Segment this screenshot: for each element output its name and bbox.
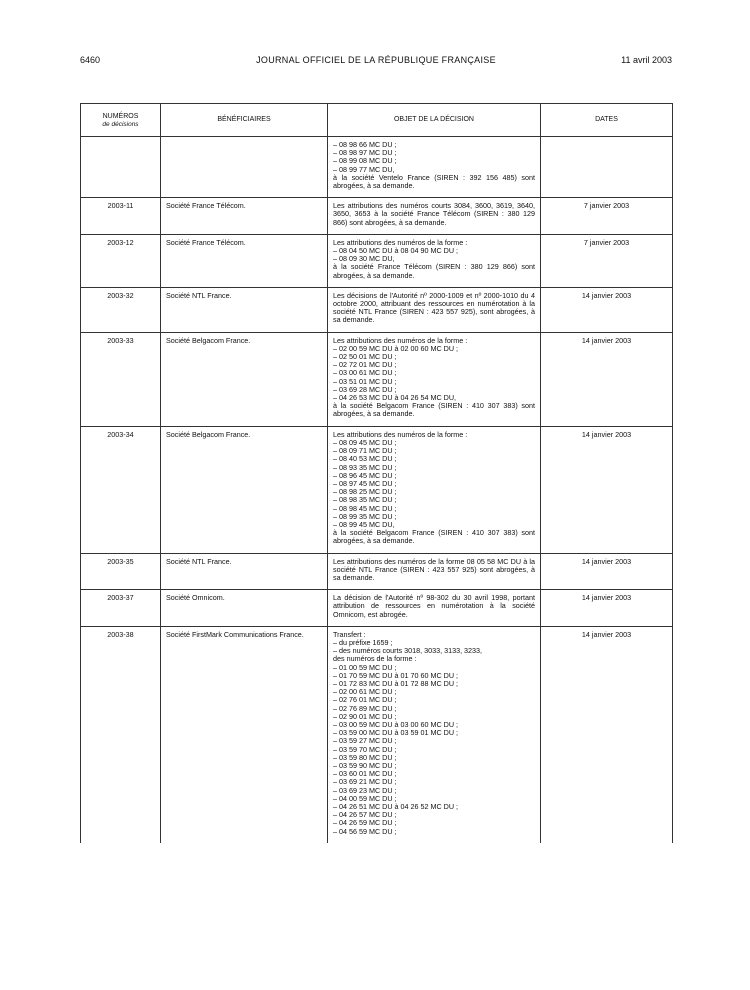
decision-object-line: – 08 93 35 MC DU ; bbox=[333, 462, 397, 472]
decision-object-line: – 08 99 35 MC DU ; bbox=[333, 511, 397, 521]
decision-number: 2003-11 bbox=[81, 198, 161, 235]
decision-object-line: – 04 26 51 MC DU à 04 26 52 MC DU ; bbox=[333, 802, 459, 812]
decision-object-line: Les attributions des numéros de la forme : bbox=[333, 429, 468, 439]
column-header-beneficiaires: BÉNÉFICIAIRES bbox=[161, 104, 328, 137]
beneficiary: Société NTL France. bbox=[161, 287, 328, 332]
beneficiary bbox=[161, 137, 328, 198]
beneficiary: Société NTL France. bbox=[161, 553, 328, 590]
decision-object-line: – 01 70 59 MC DU à 01 70 60 MC DU ; bbox=[333, 670, 459, 680]
decision-object-line: – 08 99 77 MC DU, bbox=[333, 164, 395, 174]
decision-object-line: – 02 50 01 MC DU ; bbox=[333, 352, 397, 362]
decision-object-line: – 03 59 27 MC DU ; bbox=[333, 736, 397, 746]
decision-object-line: – 08 98 25 MC DU ; bbox=[333, 487, 397, 497]
decision-number: 2003-35 bbox=[81, 553, 161, 590]
beneficiary: Société Omnicom. bbox=[161, 590, 328, 627]
decision-object-line: – 01 72 83 MC DU à 01 72 88 MC DU ; bbox=[333, 678, 459, 688]
decision-object-line: – 08 09 71 MC DU ; bbox=[333, 446, 397, 456]
decision-object-line: Transfert : bbox=[333, 629, 366, 639]
decision-object-line: – 08 98 97 MC DU ; bbox=[333, 148, 397, 158]
table-row bbox=[81, 137, 673, 198]
table-row bbox=[81, 553, 673, 590]
decision-object bbox=[328, 590, 541, 627]
decision-object bbox=[328, 234, 541, 287]
decision-object-line: – 03 69 21 MC DU ; bbox=[333, 777, 397, 787]
decision-date: 14 janvier 2003 bbox=[541, 332, 673, 426]
column-header-numeros-line1: NUMÉROS bbox=[102, 112, 139, 120]
beneficiary: Société France Télécom. bbox=[161, 234, 328, 287]
decision-object-line: – 04 00 59 MC DU ; bbox=[333, 793, 397, 803]
column-header-numeros-line2: de décisions bbox=[102, 120, 139, 128]
decision-object-line: – 04 26 57 MC DU ; bbox=[333, 810, 397, 820]
table-row bbox=[81, 626, 673, 843]
journal-title: JOURNAL OFFICIEL DE LA RÉPUBLIQUE FRANÇAISE bbox=[256, 55, 496, 65]
decision-object-line: – 08 98 35 MC DU ; bbox=[333, 495, 397, 505]
decision-object-line: – 02 72 01 MC DU ; bbox=[333, 360, 397, 370]
decision-object-line: – 08 09 30 MC DU, bbox=[333, 254, 395, 264]
decision-object-line: – 03 59 00 MC DU à 03 59 01 MC DU ; bbox=[333, 728, 459, 738]
column-header-numeros bbox=[81, 104, 161, 137]
decision-object-line: Les attributions des numéros courts 3084, 3600, 3619, 3640, 3650, 3653 à la société France Télécom (SIREN : 380 129 866) sont abrogées, à sa demande. bbox=[333, 201, 535, 227]
decision-object-line: Les attributions des numéros de la forme : bbox=[333, 335, 468, 345]
decision-object bbox=[328, 553, 541, 590]
beneficiary: Société France Télécom. bbox=[161, 198, 328, 235]
decision-object-line: – 02 00 59 MC DU à 02 00 60 MC DU ; bbox=[333, 343, 459, 353]
decision-object-line: – 04 26 53 MC DU à 04 26 54 MC DU, bbox=[333, 393, 457, 403]
column-header-dates: DATES bbox=[541, 104, 673, 137]
decision-date: 14 janvier 2003 bbox=[541, 426, 673, 553]
decision-object-line: – 03 00 61 MC DU ; bbox=[333, 368, 397, 378]
decision-number: 2003-33 bbox=[81, 332, 161, 426]
decision-object-line: – 02 76 01 MC DU ; bbox=[333, 695, 397, 705]
decision-object-line: – du préfixe 1659 ; bbox=[333, 637, 393, 647]
decision-object-line: – 04 56 59 MC DU ; bbox=[333, 826, 397, 836]
decision-object-line: Les attributions des numéros de la forme 08 05 58 MC DU à la société NTL France (SIREN : 423 557 925) sont abrogées, à sa demande. bbox=[333, 556, 535, 582]
decision-object-line: – 03 59 70 MC DU ; bbox=[333, 744, 397, 754]
decision-object-line: Les décisions de l'Autorité nº 2000-1009 et nº 2000-1010 du 4 octobre 2000, attribuant des ressources en numérotation à la société NTL France (SIREN : 423 557 925), sont abrogées, à sa demande. bbox=[333, 290, 535, 325]
decision-number: 2003-34 bbox=[81, 426, 161, 553]
decision-object-line: – 03 51 01 MC DU ; bbox=[333, 376, 397, 386]
decision-object-line: La décision de l'Autorité nº 98-302 du 30 avril 1998, portant attribution de ressources en numérotation à la société Omnicom, est abrogée. bbox=[333, 593, 535, 619]
decision-object-line: – 03 60 01 MC DU ; bbox=[333, 769, 397, 779]
decision-number: 2003-32 bbox=[81, 287, 161, 332]
decision-object-line: – 08 98 45 MC DU ; bbox=[333, 503, 397, 513]
decision-object-line: – 08 98 66 MC DU ; bbox=[333, 140, 397, 149]
table-row bbox=[81, 426, 673, 553]
decision-object bbox=[328, 137, 541, 198]
decision-object-line: – 08 09 45 MC DU ; bbox=[333, 437, 397, 447]
decisions-table bbox=[80, 103, 673, 843]
decision-number: 2003-37 bbox=[81, 590, 161, 627]
decision-object-line: – des numéros courts 3018, 3033, 3133, 3233, bbox=[333, 646, 483, 656]
decision-object bbox=[328, 287, 541, 332]
decision-object-line: – 03 59 90 MC DU ; bbox=[333, 761, 397, 770]
decision-object-line: – 02 00 61 MC DU ; bbox=[333, 687, 397, 697]
page-header bbox=[80, 53, 672, 67]
decision-object bbox=[328, 198, 541, 235]
decision-date: 14 janvier 2003 bbox=[541, 590, 673, 627]
issue-date: 11 avril 2003 bbox=[621, 55, 672, 65]
decision-object-line: – 02 76 89 MC DU ; bbox=[333, 703, 397, 713]
decision-object bbox=[328, 332, 541, 426]
decision-object-line: Les attributions des numéros de la forme : bbox=[333, 237, 468, 247]
decision-object-line: – 08 04 50 MC DU à 08 04 90 MC DU ; bbox=[333, 246, 459, 256]
decision-object-line: – 03 59 80 MC DU ; bbox=[333, 752, 397, 762]
decision-date: 14 janvier 2003 bbox=[541, 626, 673, 843]
decision-object bbox=[328, 626, 541, 843]
decision-object-line: à la société Belgacom France (SIREN : 410 307 383) sont abrogées, à sa demande. bbox=[333, 401, 535, 419]
decision-number bbox=[81, 137, 161, 198]
column-header-objet: OBJET DE LA DÉCISION bbox=[328, 104, 541, 137]
decision-object-line: à la société France Télécom (SIREN : 380 129 866) sont abrogées, à sa demande. bbox=[333, 262, 535, 280]
decision-object-line: des numéros de la forme : bbox=[333, 654, 417, 664]
decision-object-line: – 04 26 59 MC DU ; bbox=[333, 818, 397, 828]
decision-object-line: – 01 00 59 MC DU ; bbox=[333, 662, 397, 672]
decision-date bbox=[541, 137, 673, 198]
decision-object-line: à la société Ventelo France (SIREN : 392 156 485) sont abrogées, à sa demande. bbox=[333, 172, 535, 191]
decision-object-line: – 03 69 23 MC DU ; bbox=[333, 785, 397, 795]
table-row bbox=[81, 198, 673, 235]
decision-date: 14 janvier 2003 bbox=[541, 553, 673, 590]
decision-number: 2003-38 bbox=[81, 626, 161, 843]
decision-object-line: – 03 69 28 MC DU ; bbox=[333, 384, 397, 394]
decision-object-line: – 08 40 53 MC DU ; bbox=[333, 454, 397, 464]
decision-date: 14 janvier 2003 bbox=[541, 287, 673, 332]
table-row bbox=[81, 590, 673, 627]
decision-object bbox=[328, 426, 541, 553]
table-row bbox=[81, 287, 673, 332]
beneficiary: Société Belgacom France. bbox=[161, 426, 328, 553]
beneficiary: Société Belgacom France. bbox=[161, 332, 328, 426]
decision-object-line: – 08 99 45 MC DU, bbox=[333, 519, 395, 529]
table-body bbox=[81, 137, 673, 843]
decision-number: 2003-12 bbox=[81, 234, 161, 287]
table-header-row bbox=[81, 104, 673, 137]
table-row bbox=[81, 332, 673, 426]
page-number: 6460 bbox=[80, 55, 101, 65]
decision-object-line: – 08 99 08 MC DU ; bbox=[333, 156, 397, 166]
decision-object-line: – 08 97 45 MC DU ; bbox=[333, 478, 397, 488]
decision-object-line: – 02 90 01 MC DU ; bbox=[333, 711, 397, 721]
decision-object-line: – 08 96 45 MC DU ; bbox=[333, 470, 397, 480]
decision-date: 7 janvier 2003 bbox=[541, 234, 673, 287]
decision-date: 7 janvier 2003 bbox=[541, 198, 673, 235]
decision-object-line: à la société Belgacom France (SIREN : 410 307 383) sont abrogées, à sa demande. bbox=[333, 528, 535, 546]
beneficiary: Société FirstMark Communications France. bbox=[161, 626, 328, 843]
table-row bbox=[81, 234, 673, 287]
decision-object-line: – 03 00 59 MC DU à 03 00 60 MC DU ; bbox=[333, 719, 459, 729]
